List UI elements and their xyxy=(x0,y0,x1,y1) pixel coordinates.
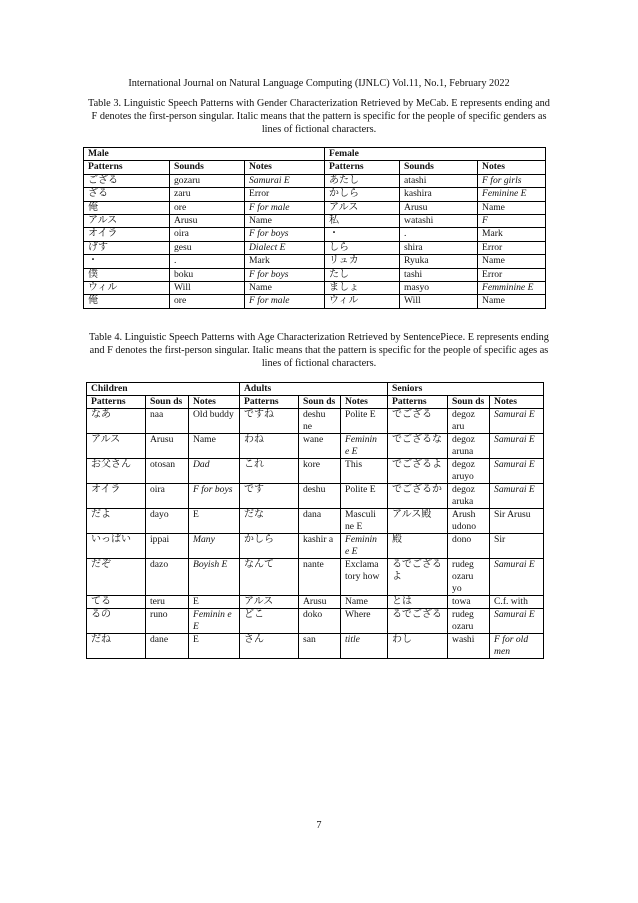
male-notes-cell: Name xyxy=(245,214,325,227)
table3-group-female: Female xyxy=(325,148,546,161)
male-notes-cell: F for boys xyxy=(245,268,325,281)
male-pattern-cell: ウィル xyxy=(84,281,170,294)
table-row xyxy=(87,409,544,434)
female-notes-cell: Name xyxy=(478,295,546,308)
male-sound-cell: Arusu xyxy=(170,214,245,227)
male-pattern-cell: オイラ xyxy=(84,228,170,241)
male-sound-cell: gesu xyxy=(170,241,245,254)
table4-header-row xyxy=(87,396,544,409)
table4-caption: Table 4. Linguistic Speech Patterns with Age Characterization Retrieved by SentencePiece. E represents ending and F denotes the first-person singular. Italic means that the pattern is specific for the people of specific ages as lines of fictional characters. xyxy=(89,332,549,369)
children-pattern-cell: いっぱい xyxy=(87,534,146,559)
adults-notes-cell: Polite E xyxy=(341,484,388,509)
female-notes-cell: F for girls xyxy=(478,174,546,187)
children-notes-cell: F for boys xyxy=(189,484,240,509)
female-sound-cell: Will xyxy=(400,295,478,308)
seniors-pattern-cell: 殿 xyxy=(388,534,448,559)
seniors-pattern-cell: るでござる xyxy=(388,609,448,634)
table-row xyxy=(87,596,544,609)
adults-pattern-cell: かしら xyxy=(240,534,299,559)
female-pattern-cell: ましょ xyxy=(325,281,400,294)
children-pattern-cell: るの xyxy=(87,609,146,634)
seniors-notes-cell: Samurai E xyxy=(490,559,544,596)
table4-group-children: Children xyxy=(87,383,240,396)
male-sound-cell: Will xyxy=(170,281,245,294)
seniors-pattern-cell: でござるか xyxy=(388,484,448,509)
adults-notes-cell: title xyxy=(341,634,388,659)
table3-column-header: Notes xyxy=(478,161,546,174)
adults-sound-cell: Arusu xyxy=(299,596,341,609)
table-row xyxy=(84,241,546,254)
table3-group-row xyxy=(84,148,546,161)
table-row xyxy=(87,609,544,634)
table4-column-header: Soun ds xyxy=(299,396,341,409)
table-row xyxy=(84,201,546,214)
adults-notes-cell: Polite E xyxy=(341,409,388,434)
table4-group-seniors: Seniors xyxy=(388,383,544,396)
male-sound-cell: oira xyxy=(170,228,245,241)
male-notes-cell: Dialect E xyxy=(245,241,325,254)
seniors-notes-cell: Samurai E xyxy=(490,609,544,634)
male-pattern-cell: ざる xyxy=(84,188,170,201)
male-sound-cell: ore xyxy=(170,295,245,308)
page-number: 7 xyxy=(316,820,322,831)
female-sound-cell: watashi xyxy=(400,214,478,227)
male-notes-cell: F for male xyxy=(245,295,325,308)
adults-sound-cell: san xyxy=(299,634,341,659)
children-sound-cell: dane xyxy=(146,634,189,659)
children-notes-cell: E xyxy=(189,509,240,534)
table-row xyxy=(84,295,546,308)
seniors-pattern-cell: でござるな xyxy=(388,434,448,459)
seniors-pattern-cell: でござる xyxy=(388,409,448,434)
table3-caption: Table 3. Linguistic Speech Patterns with Gender Characterization Retrieved by MeCab. E represents ending and F denotes the first-person singular. Italic means that the pattern is specific for the people of specific genders as lines of fictional characters. xyxy=(88,98,550,135)
children-notes-cell: Old buddy xyxy=(189,409,240,434)
adults-sound-cell: doko xyxy=(299,609,341,634)
female-sound-cell: atashi xyxy=(400,174,478,187)
male-notes-cell: Name xyxy=(245,281,325,294)
children-notes-cell: E xyxy=(189,596,240,609)
seniors-notes-cell: Samurai E xyxy=(490,409,544,434)
male-pattern-cell: アルス xyxy=(84,214,170,227)
table4 xyxy=(86,382,544,659)
seniors-notes-cell: F for old men xyxy=(490,634,544,659)
adults-pattern-cell: なんて xyxy=(240,559,299,596)
female-pattern-cell: アルス xyxy=(325,201,400,214)
children-pattern-cell: だよ xyxy=(87,509,146,534)
female-notes-cell: Mark xyxy=(478,228,546,241)
female-sound-cell: Arusu xyxy=(400,201,478,214)
adults-pattern-cell: ですね xyxy=(240,409,299,434)
seniors-pattern-cell: るでござるよ xyxy=(388,559,448,596)
table4-group-adults: Adults xyxy=(240,383,388,396)
table3-header-row xyxy=(84,161,546,174)
table4-column-header: Soun ds xyxy=(146,396,189,409)
table4-column-header: Patterns xyxy=(388,396,448,409)
male-sound-cell: . xyxy=(170,255,245,268)
adults-sound-cell: deshu ne xyxy=(299,409,341,434)
male-pattern-cell: 俺 xyxy=(84,201,170,214)
male-notes-cell: Error xyxy=(245,188,325,201)
male-pattern-cell: げす xyxy=(84,241,170,254)
table-row xyxy=(84,174,546,187)
seniors-notes-cell: Samurai E xyxy=(490,484,544,509)
seniors-sound-cell: dono xyxy=(448,534,490,559)
table-row xyxy=(84,268,546,281)
adults-sound-cell: kashir a xyxy=(299,534,341,559)
children-sound-cell: dazo xyxy=(146,559,189,596)
male-pattern-cell: ・ xyxy=(84,255,170,268)
table-row xyxy=(87,434,544,459)
table-row xyxy=(84,214,546,227)
male-sound-cell: ore xyxy=(170,201,245,214)
female-sound-cell: shira xyxy=(400,241,478,254)
male-pattern-cell: 俺 xyxy=(84,295,170,308)
table-row xyxy=(84,255,546,268)
female-sound-cell: Ryuka xyxy=(400,255,478,268)
journal-header: International Journal on Natural Language Computing (IJNLC) Vol.11, No.1, February 2022 xyxy=(128,78,510,89)
female-notes-cell: Error xyxy=(478,241,546,254)
children-sound-cell: Arusu xyxy=(146,434,189,459)
table4-column-header: Soun ds xyxy=(448,396,490,409)
table3-column-header: Notes xyxy=(245,161,325,174)
seniors-sound-cell: degoz aru xyxy=(448,409,490,434)
adults-notes-cell: Name xyxy=(341,596,388,609)
table3-column-header: Sounds xyxy=(400,161,478,174)
table3-column-header: Sounds xyxy=(170,161,245,174)
male-sound-cell: zaru xyxy=(170,188,245,201)
adults-notes-cell: This xyxy=(341,459,388,484)
children-sound-cell: oira xyxy=(146,484,189,509)
children-notes-cell: Many xyxy=(189,534,240,559)
female-pattern-cell: たし xyxy=(325,268,400,281)
seniors-sound-cell: Arush udono xyxy=(448,509,490,534)
table-row xyxy=(87,634,544,659)
table4-column-header: Notes xyxy=(490,396,544,409)
children-sound-cell: runo xyxy=(146,609,189,634)
seniors-pattern-cell: とは xyxy=(388,596,448,609)
table-row xyxy=(87,509,544,534)
adults-sound-cell: kore xyxy=(299,459,341,484)
male-notes-cell: F for male xyxy=(245,201,325,214)
children-pattern-cell: てる xyxy=(87,596,146,609)
adults-sound-cell: dana xyxy=(299,509,341,534)
table4-group-row xyxy=(87,383,544,396)
children-notes-cell: Dad xyxy=(189,459,240,484)
seniors-sound-cell: rudeg ozaru xyxy=(448,609,490,634)
table3-column-header: Patterns xyxy=(325,161,400,174)
table3-column-header: Patterns xyxy=(84,161,170,174)
table4-column-header: Patterns xyxy=(240,396,299,409)
female-pattern-cell: ・ xyxy=(325,228,400,241)
seniors-notes-cell: Sir Arusu xyxy=(490,509,544,534)
children-sound-cell: teru xyxy=(146,596,189,609)
table-row xyxy=(87,534,544,559)
adults-pattern-cell: です xyxy=(240,484,299,509)
female-pattern-cell: リュカ xyxy=(325,255,400,268)
table-row xyxy=(84,188,546,201)
seniors-notes-cell: Samurai E xyxy=(490,434,544,459)
table3 xyxy=(83,147,546,309)
table4-column-header: Notes xyxy=(189,396,240,409)
seniors-notes-cell: Samurai E xyxy=(490,459,544,484)
female-pattern-cell: 私 xyxy=(325,214,400,227)
female-notes-cell: Femminine E xyxy=(478,281,546,294)
female-notes-cell: F xyxy=(478,214,546,227)
adults-pattern-cell: さん xyxy=(240,634,299,659)
seniors-notes-cell: C.f. with xyxy=(490,596,544,609)
female-sound-cell: masyo xyxy=(400,281,478,294)
children-pattern-cell: なあ xyxy=(87,409,146,434)
seniors-pattern-cell: わし xyxy=(388,634,448,659)
adults-pattern-cell: だな xyxy=(240,509,299,534)
children-pattern-cell: だね xyxy=(87,634,146,659)
children-sound-cell: dayo xyxy=(146,509,189,534)
children-sound-cell: otosan xyxy=(146,459,189,484)
male-pattern-cell: 僕 xyxy=(84,268,170,281)
female-pattern-cell: しら xyxy=(325,241,400,254)
seniors-pattern-cell: でござるよ xyxy=(388,459,448,484)
adults-pattern-cell: アルス xyxy=(240,596,299,609)
female-notes-cell: Name xyxy=(478,201,546,214)
female-notes-cell: Error xyxy=(478,268,546,281)
female-pattern-cell: あたし xyxy=(325,174,400,187)
children-pattern-cell: オイラ xyxy=(87,484,146,509)
children-sound-cell: naa xyxy=(146,409,189,434)
female-sound-cell: tashi xyxy=(400,268,478,281)
table-row xyxy=(84,228,546,241)
male-notes-cell: Mark xyxy=(245,255,325,268)
children-notes-cell: E xyxy=(189,634,240,659)
children-notes-cell: Boyish E xyxy=(189,559,240,596)
female-notes-cell: Name xyxy=(478,255,546,268)
male-pattern-cell: ござる xyxy=(84,174,170,187)
adults-pattern-cell: これ xyxy=(240,459,299,484)
children-pattern-cell: お父さん xyxy=(87,459,146,484)
table-row xyxy=(87,459,544,484)
adults-pattern-cell: どこ xyxy=(240,609,299,634)
male-notes-cell: F for boys xyxy=(245,228,325,241)
table4-body xyxy=(87,409,544,659)
adults-pattern-cell: わね xyxy=(240,434,299,459)
female-notes-cell: Feminine E xyxy=(478,188,546,201)
female-sound-cell: . xyxy=(400,228,478,241)
seniors-pattern-cell: アルス殿 xyxy=(388,509,448,534)
adults-sound-cell: deshu xyxy=(299,484,341,509)
table3-body xyxy=(84,174,546,308)
children-notes-cell: Name xyxy=(189,434,240,459)
seniors-sound-cell: degoz aruyo xyxy=(448,459,490,484)
seniors-notes-cell: Sir xyxy=(490,534,544,559)
female-sound-cell: kashira xyxy=(400,188,478,201)
seniors-sound-cell: degoz aruka xyxy=(448,484,490,509)
seniors-sound-cell: washi xyxy=(448,634,490,659)
seniors-sound-cell: rudeg ozaru yo xyxy=(448,559,490,596)
table4-column-header: Patterns xyxy=(87,396,146,409)
adults-notes-cell: Where xyxy=(341,609,388,634)
adults-notes-cell: Exclama tory how xyxy=(341,559,388,596)
adults-notes-cell: Feminin e E xyxy=(341,434,388,459)
table-row xyxy=(87,559,544,596)
children-pattern-cell: アルス xyxy=(87,434,146,459)
adults-notes-cell: Feminin e E xyxy=(341,534,388,559)
adults-notes-cell: Masculi ne E xyxy=(341,509,388,534)
children-sound-cell: ippai xyxy=(146,534,189,559)
table-row xyxy=(84,281,546,294)
children-pattern-cell: だぞ xyxy=(87,559,146,596)
table-row xyxy=(87,484,544,509)
children-notes-cell: Feminin e E xyxy=(189,609,240,634)
table3-group-male: Male xyxy=(84,148,325,161)
adults-sound-cell: nante xyxy=(299,559,341,596)
seniors-sound-cell: degoz aruna xyxy=(448,434,490,459)
male-sound-cell: gozaru xyxy=(170,174,245,187)
seniors-sound-cell: towa xyxy=(448,596,490,609)
female-pattern-cell: ウィル xyxy=(325,295,400,308)
adults-sound-cell: wane xyxy=(299,434,341,459)
female-pattern-cell: かしら xyxy=(325,188,400,201)
table4-column-header: Notes xyxy=(341,396,388,409)
male-sound-cell: boku xyxy=(170,268,245,281)
male-notes-cell: Samurai E xyxy=(245,174,325,187)
